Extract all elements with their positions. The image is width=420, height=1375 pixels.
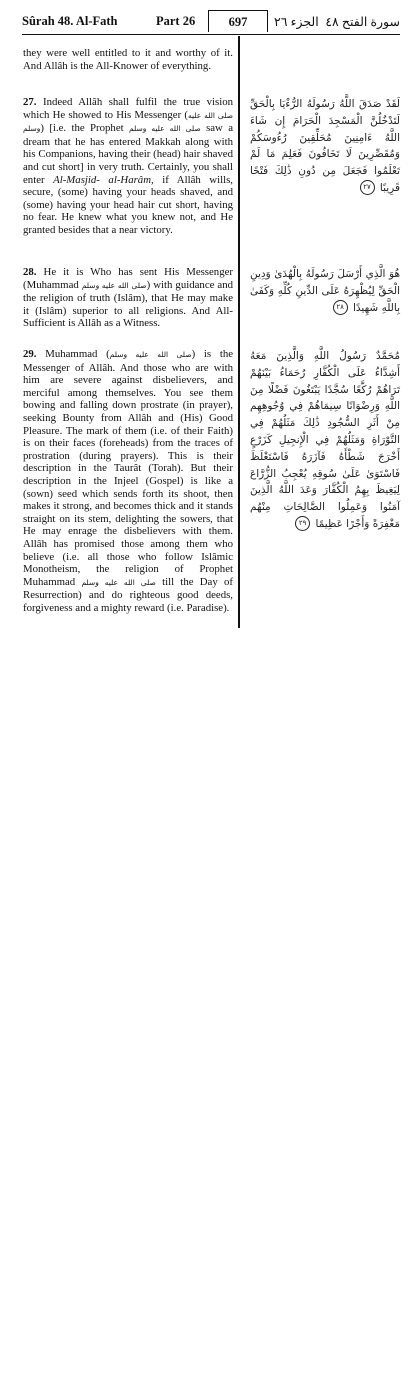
part-label: Part 26 (156, 14, 196, 28)
verse-text: is the Messenger of Allâh. And those who are with him are severe against disbelievers, and merciful among themselves. You see them bowing and falling down prostrate (in prayer), seeking Bounty from Allâh and (His) Good Pleasure. The mark of them (i.e. of their Faith) is on their faces (foreheads) from the traces of prostration (during prayers). This is their description in the Taurât (Torah). But their description in the Injeel (Gospel) is like a (sown) seed which sends forth its shoot, then makes it strong, and becomes thick and it stands straight on its stem, delighting the sowers, that He may enrage the disbelievers with them. Allâh has promised those among them who believe (i.e. all those who follow Islâmic Monotheism, the religion of Prophet Muhammad (23, 348, 234, 588)
pbuh-honorific: صلى الله عليه وسلم (81, 577, 156, 587)
arabic-surah-title: سورة الفتح ٤٨ (325, 15, 400, 29)
verse-29-arabic (250, 348, 400, 533)
verse-27-arabic (250, 96, 400, 197)
page-header (22, 10, 400, 35)
pbuh-honorific: صلى الله عليه وسلم (81, 280, 147, 290)
verse-26-continuation: they were well entitled to it and worthy of it. And Allâh is the All-Knower of everything. (23, 47, 233, 72)
verse-number: 29. (23, 348, 37, 360)
surah-title: Sûrah 48. Al-Fath (22, 14, 118, 28)
ayah-number-icon: ٢٩ (295, 516, 310, 531)
verse-text: saw a dream that he has entered Makkah along with his Companions, having their (head) hair shaved and cut short] in very truth. Certainly, you shall enter (23, 122, 233, 186)
pbuh-honorific: صلى الله عليه وسلم (109, 350, 192, 359)
arabic-text: لَقَدْ صَدَقَ اللَّهُ رَسُولَهُ الرُّءْيَا بِالْحَقِّ لَتَدْخُلُنَّ الْمَسْجِدَ الْحَرَامَ إِن شَاءَ اللَّهُ ءَامِنِينَ مُحَلِّقِينَ رُءُوسَكُمْ وَمُقَصِّرِينَ لَا تَخَافُونَ فَعَلِمَ مَا لَمْ تَعْلَمُوا فَجَعَلَ مِن دُونِ ذَٰلِكَ فَتْحًا قَرِيبًا (250, 98, 400, 194)
verse-number: 28. (23, 266, 37, 278)
verse-text: till the Day of Resurrection) and do righteous good deeds, forgiveness and a mighty reward (i.e. Paradise). (23, 575, 233, 614)
verse-text: with guidance and the religion of truth (Islâm), that He may make it (Islâm) superior to all religions. And All-Sufficient is Allâh as a Witness. (23, 278, 234, 330)
verse-italic-term: Al-Masjid- al-Harâm, (53, 173, 154, 186)
pbuh-honorific: صلى الله عليه وسلم (23, 110, 233, 134)
verse-29-translation: 29. Muhammad (صلى الله عليه وسلم) is the Messenger of Allâh. And those who are with him are severe against disbelievers, and merciful among themselves. You see them bowing and falling down prostrate (in prayer), seeking Bounty from Allâh and (His) Good Pleasure. The mark of them (i.e. of their Faith) is on their faces (foreheads) from the traces of prostration (during prayers). This is their description in the Taurât (Torah). But their description in the Injeel (Gospel) is like a (sown) seed which sends forth its shoot, then makes it strong, and becomes thick and it stands straight on its stem, delighting the sowers, that He may enrage the disbelievers with them. Allâh has promised those among them who believe (i.e. all those who follow Islâmic Monotheism, the religion of Prophet Muhammad صلى الله عليه وسلم till the Day of Resurrection) and do righteous good deeds, forgiveness and a mighty reward (i.e. Paradise). (23, 348, 234, 614)
ayah-number-icon: ٢٧ (360, 180, 375, 195)
verse-number: 27. (23, 96, 37, 108)
verse-text: [i.e. the Prophet (49, 122, 124, 135)
verse-28-translation: 28. He it is Who has sent His Messenger (Muhammad صلى الله عليه وسلم) with guidance and the religion of truth (Islâm), that He may make it (Islâm) superior to all religions. And All-Sufficient is Allâh as a Witness. (23, 266, 234, 330)
arabic-text: هُوَ الَّذِي أَرْسَلَ رَسُولَهُ بِالْهُدَىٰ وَدِينِ الْحَقِّ لِيُظْهِرَهُ عَلَى الدِّينِ كُلِّهِ وَكَفَىٰ بِاللَّهِ شَهِيدًا (250, 268, 400, 314)
page-number: 697 (208, 10, 268, 32)
verse-28-arabic (250, 266, 400, 316)
ayah-number-icon: ٢٨ (333, 300, 348, 315)
verse-text: if Allâh wills, secure, (some) having your heads shaved, and (some) having your head hair cut short, having no fear. He knew what you knew not, and He granted besides that a near victory. (23, 173, 233, 236)
column-divider (238, 36, 240, 628)
verse-text: Muhammad (45, 348, 98, 360)
verse-27-translation: 27. Indeed Allâh shall fulfil the true vision which He showed to His Messenger (صلى الله عليه وسلم) [i.e. the Prophet صلى الله عليه وسلم saw a dream that he has entered Makkah along with his Companions, having their (head) hair shaved and cut short] in very truth. Certainly, you shall enter Al-Masjid- al-Harâm, if Allâh wills, secure, (some) having your heads shaved, and (some) having your head hair cut short, having no fear. He knew what you knew not, and He granted besides that a near victory. (23, 96, 233, 236)
pbuh-honorific: صلى الله عليه وسلم (128, 124, 201, 134)
verse-text: Indeed Allâh shall fulfil the true vision which He showed to His Messenger (23, 96, 233, 121)
arabic-juz-label: الجزء ٢٦ (274, 15, 319, 29)
verse-text: He it is Who has sent His Messenger (Muhammad (23, 266, 233, 291)
arabic-text: مُحَمَّدٌ رَسُولُ اللَّهِ وَالَّذِينَ مَعَهُ أَشِدَّاءُ عَلَى الْكُفَّارِ رُحَمَاءُ بَيْنَهُمْ تَرَاهُمْ رُكَّعًا سُجَّدًا يَبْتَغُونَ فَضْلًا مِنَ اللَّهِ وَرِضْوَانًا سِيمَاهُمْ فِي وُجُوهِهِم مِنْ أَثَرِ السُّجُودِ ذَٰلِكَ مَثَلُهُمْ فِي التَّوْرَاةِ وَمَثَلُهُمْ فِي الْإِنجِيلِ كَزَرْعٍ أَخْرَجَ شَطْأَهُ فَآزَرَهُ فَاسْتَغْلَظَ فَاسْتَوَىٰ عَلَىٰ سُوقِهِ يُعْجِبُ الزُّرَّاعَ لِيَغِيظَ بِهِمُ الْكُفَّارَ وَعَدَ اللَّهُ الَّذِينَ آمَنُوا وَعَمِلُوا الصَّالِحَاتِ مِنْهُم مَغْفِرَةً وَأَجْرًا عَظِيمًا (250, 350, 400, 530)
